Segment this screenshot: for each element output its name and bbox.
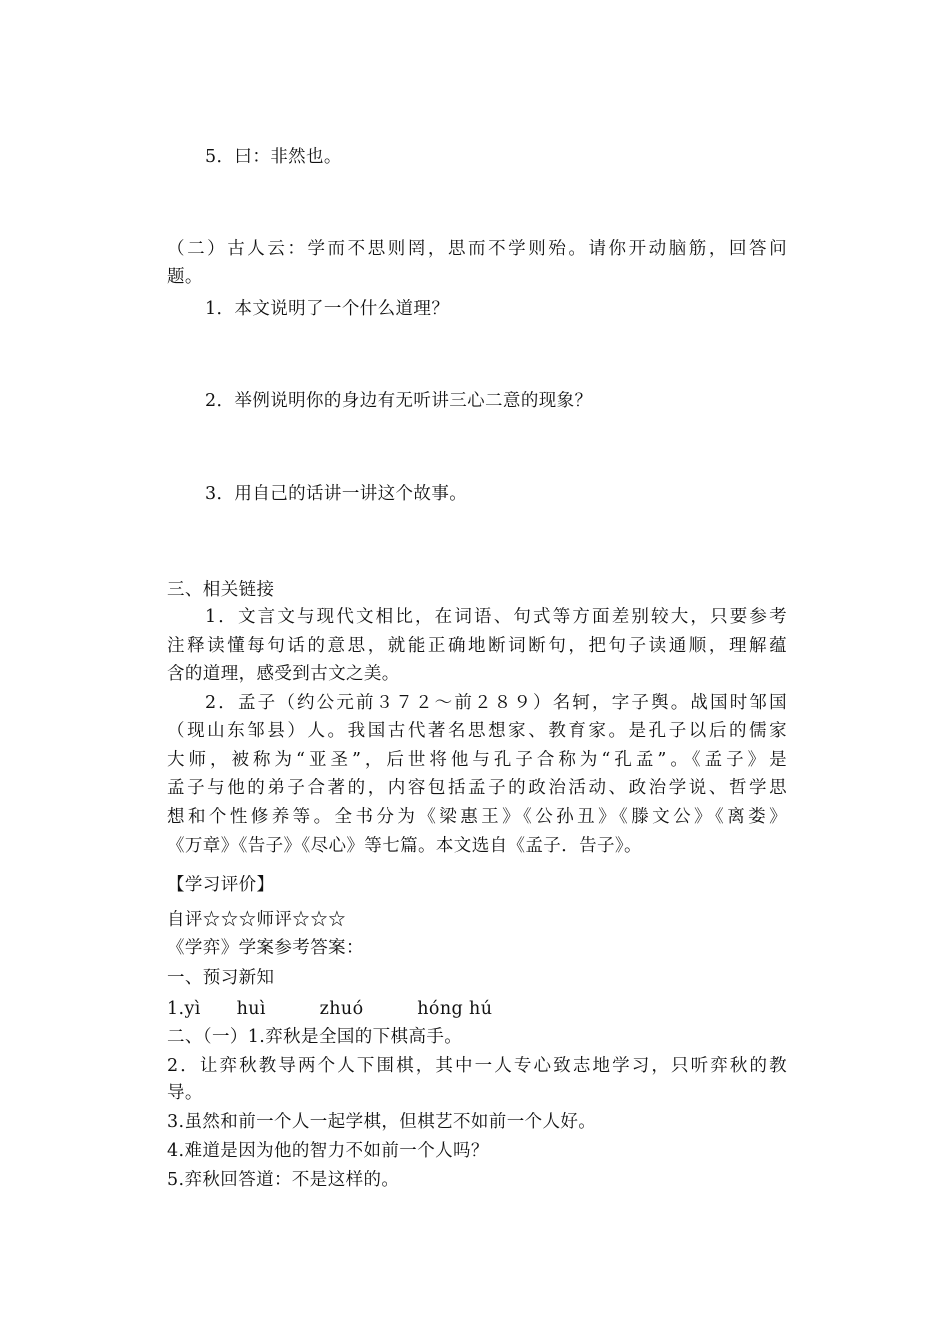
related-links-p2-line-6: 《万章》《告子》《尽心》等七篇。本文选自《孟子．告子》。 [167,836,642,856]
answers-pinyin: 1.yì huì zhuó hóng hú [167,999,493,1019]
part2-question-2: 2．举例说明你的身边有无听讲三心二意的现象？ [205,391,593,411]
part2-intro-line-2: 题。 [167,267,203,287]
part2-question-3: 3．用自己的话讲一讲这个故事。 [205,484,468,504]
answer-2-line-1: 2．让弈秋教导两个人下围棋，其中一人专心致志地学习，只听弈秋的教 [167,1056,787,1076]
related-links-p2-line-1: 2．孟子（约公元前３７２～前２８９）名轲，字子舆。战国时邹国 [205,693,787,713]
related-links-p2-line-3: 大师，被称为“亚圣”，后世将他与孔子合称为“孔孟”。《孟子》是 [167,750,787,770]
part2-question-1: 1．本文说明了一个什么道理？ [205,299,450,319]
answer-2-line-2: 导。 [167,1083,203,1103]
answers-section-1: 一、预习新知 [167,968,275,988]
answer-5: 5.弈秋回答道：不是这样的。 [167,1170,400,1190]
related-links-p1-line-2: 注释读懂每句话的意思，就能正确地断词断句，把句子读通顺，理解蕴 [167,636,787,656]
answers-title: 《学弈》学案参考答案： [167,938,364,958]
answer-4: 4.难道是因为他的智力不如前一个人吗？ [167,1141,489,1161]
rating-stars: 自评☆☆☆师评☆☆☆ [167,910,346,930]
related-links-p1-line-3: 含的道理，感受到古文之美。 [167,664,400,684]
answer-3: 3.虽然和前一个人一起学棋，但棋艺不如前一个人好。 [167,1112,597,1132]
part2-intro-line-1: （二）古人云：学而不思则罔，思而不学则殆。请你开动脑筋，回答问 [167,239,787,259]
related-links-p2-line-5: 想和个性修养等。全书分为《梁惠王》《公孙丑》《滕文公》《离娄》 [167,807,787,827]
related-links-p2-line-2: （现山东邹县）人。我国古代著名思想家、教育家。是孔子以后的儒家 [167,721,787,741]
answers-section-2-line-1: 二、（一）1.弈秋是全国的下棋高手。 [167,1027,463,1047]
learning-evaluation-heading: 【学习评价】 [167,875,275,895]
related-links-heading: 三、相关链接 [167,580,275,600]
related-links-p2-line-4: 孟子与他的弟子合著的，内容包括孟子的政治活动、政治学说、哲学思 [167,778,787,798]
related-links-p1-line-1: 1．文言文与现代文相比，在词语、句式等方面差别较大，只要参考 [205,607,787,627]
question-5: 5．曰：非然也。 [205,147,342,167]
